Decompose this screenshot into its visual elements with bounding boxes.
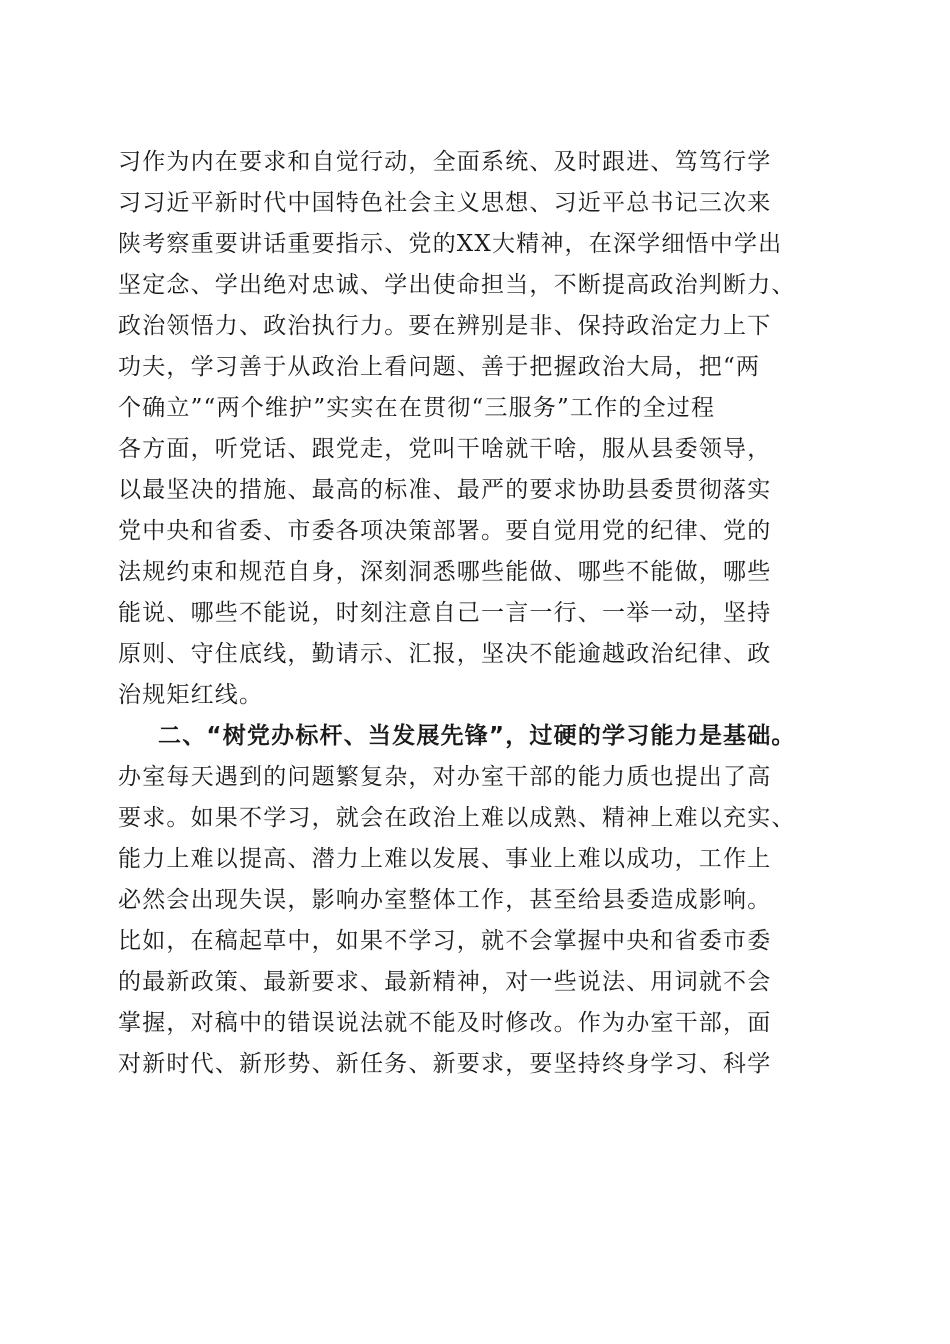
text-line: 的最新政策、最新要求、最新精神，对一些说法、用词就不会 (118, 969, 772, 995)
text-line: 以最坚决的措施、最高的标准、最严的要求协助县委贯彻落实 (118, 477, 772, 503)
text-line: 政治领悟力、政治执行力。要在辨别是非、保持政治定力上下 (118, 313, 772, 339)
text-line: 功夫，学习善于从政治上看问题、善于把握政治大局，把“两 (118, 354, 761, 380)
text-line: 比如，在稿起草中，如果不学习，就不会掌握中央和省委市委 (118, 928, 772, 954)
text-line: 法规约束和规范自身，深刻洞悉哪些能做、哪些不能做，哪些 (118, 559, 772, 585)
text-line: 治规矩红线。 (118, 682, 264, 708)
text-line: 坚定念、学出绝对忠诚、学出使命担当，不断提高政治判断力、 (118, 272, 796, 298)
text-line: 个确立”“两个维护”实实在在贯彻“三服务”工作的全过程 (118, 395, 716, 421)
text-line: 习习近平新时代中国特色社会主义思想、习近平总书记三次来 (118, 190, 772, 216)
text-line: 要求。如果不学习，就会在政治上难以成熟、精神上难以充实、 (118, 805, 796, 831)
text-line: 能力上难以提高、潜力上难以发展、事业上难以成功，工作上 (118, 846, 772, 872)
text-line: 陕考察重要讲话重要指示、党的XX大精神，在深学细悟中学出 (118, 231, 783, 257)
text-line: 必然会出现失误，影响办室整体工作，甚至给县委造成影响。 (118, 887, 772, 913)
text-line: 办室每天遇到的问题繁复杂，对办室干部的能力质也提出了高 (118, 764, 772, 790)
text-line: 能说、哪些不能说，时刻注意自己一言一行、一举一动，坚持 (118, 600, 772, 626)
text-line: 对新时代、新形势、新任务、新要求，要坚持终身学习、科学 (118, 1051, 772, 1077)
document-body (118, 142, 838, 1085)
text-line: 各方面，听党话、跟党走，党叫干啥就干啥，服从县委领导， (118, 436, 772, 462)
section-heading: 二、“树党办标杆、当发展先锋”，过硬的学习能力是基础。 (158, 723, 796, 749)
text-line: 原则、守住底线，勤请示、汇报，坚决不能逾越政治纪律、政 (118, 641, 772, 667)
text-line: 掌握，对稿中的错误说法就不能及时修改。作为办室干部，面 (118, 1010, 772, 1036)
text-line: 习作为内在要求和自觉行动，全面系统、及时跟进、笃笃行学 (118, 149, 772, 175)
text-line: 党中央和省委、市委各项决策部署。要自觉用党的纪律、党的 (118, 518, 772, 544)
